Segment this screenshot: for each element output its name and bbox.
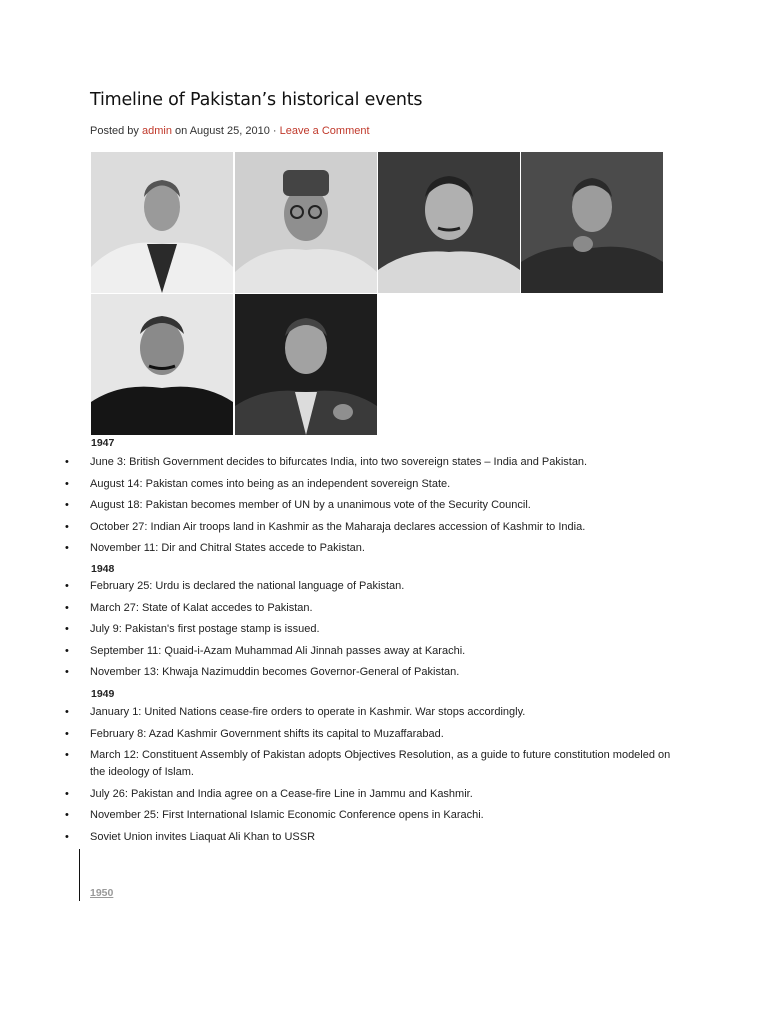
portrait-collage — [91, 152, 664, 435]
list-item: • August 14: Pakistan comes into being as an independent sovereign State. — [0, 476, 680, 493]
post-title: Timeline of Pakistan’s historical events — [90, 90, 423, 110]
list-item: • August 18: Pakistan becomes member of UN by a unanimous vote of the Security Council. — [0, 497, 680, 514]
list-item: • June 3: British Government decides to bifurcates India, into two sovereign states – India and Pakistan. — [0, 454, 680, 471]
events-list-1948 — [0, 578, 680, 686]
list-item: • January 1: United Nations cease-fire orders to operate in Kashmir. War stops accordingly. — [0, 704, 680, 721]
posted-by-label: Posted by — [90, 125, 139, 137]
list-item: • October 27: Indian Air troops land in Kashmir as the Maharaja declares accession of Kashmir to India. — [0, 519, 680, 536]
list-item: • November 13: Khwaja Nazimuddin becomes Governor-General of Pakistan. — [0, 664, 680, 681]
portrait-photo-6 — [235, 294, 377, 435]
list-item: • February 8: Azad Kashmir Government shifts its capital to Muzaffarabad. — [0, 726, 680, 743]
list-item: • Soviet Union invites Liaquat Ali Khan to USSR — [0, 829, 680, 846]
portrait-photo-1 — [91, 152, 233, 293]
list-item: • July 26: Pakistan and India agree on a Cease-fire Line in Jammu and Kashmir. — [0, 786, 680, 803]
divider-line — [79, 849, 80, 901]
list-item: • November 11: Dir and Chitral States accede to Pakistan. — [0, 540, 680, 557]
on-label: on — [175, 125, 188, 137]
portrait-photo-4 — [521, 152, 663, 293]
leave-comment-link[interactable]: Leave a Comment — [279, 125, 370, 137]
list-item: • November 25: First International Islamic Economic Conference opens in Karachi. — [0, 807, 680, 824]
post-meta — [90, 125, 370, 137]
list-item: • March 27: State of Kalat accedes to Pakistan. — [0, 600, 680, 617]
meta-separator: · — [272, 125, 277, 137]
author-link[interactable]: admin — [141, 125, 172, 137]
list-item: • September 11: Quaid-i-Azam Muhammad Ali Jinnah passes away at Karachi. — [0, 643, 680, 660]
portrait-photo-3 — [378, 152, 520, 293]
list-item: • February 25: Urdu is declared the national language of Pakistan. — [0, 578, 680, 595]
events-list-1947 — [0, 454, 680, 562]
year-heading-1948: 1948 — [91, 563, 115, 575]
portrait-photo-2 — [235, 152, 377, 293]
year-link-1950[interactable]: 1950 — [90, 887, 114, 899]
year-heading-1947: 1947 — [91, 437, 115, 449]
list-item: • March 12: Constituent Assembly of Pakistan adopts Objectives Resolution, as a guide to future constitution modeled on the ideology of Islam. — [0, 747, 680, 781]
events-list-1949 — [0, 704, 680, 850]
portrait-photo-5 — [91, 294, 233, 435]
list-item: • July 9: Pakistan's first postage stamp is issued. — [0, 621, 680, 638]
year-heading-1949: 1949 — [91, 688, 115, 700]
post-date: August 25, 2010 — [189, 125, 270, 137]
